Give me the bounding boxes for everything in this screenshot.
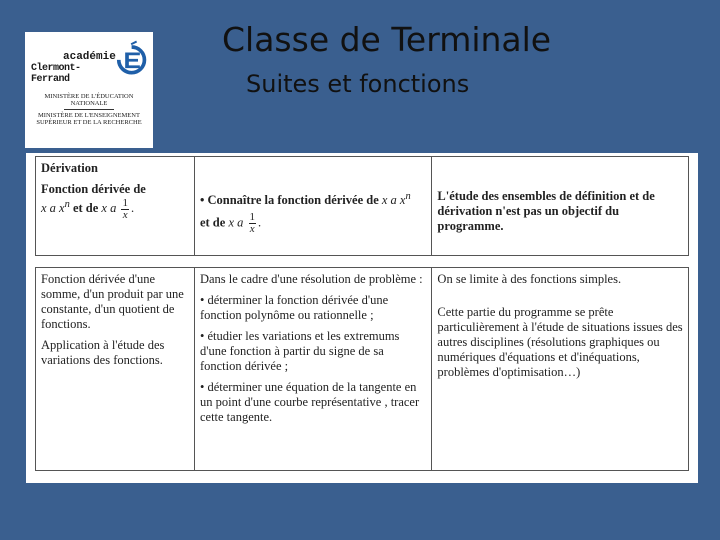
formula-xn: x a $x^n$ xyxy=(41,199,70,216)
section-heading: Dérivation xyxy=(41,161,98,175)
logo-brand-text xyxy=(31,52,116,85)
comment-cell xyxy=(432,157,689,256)
capacity-text-and: et de xyxy=(199,215,229,230)
capacity-text: • Connaître la fonction dérivée de xyxy=(199,193,382,208)
content-cell xyxy=(36,268,195,471)
program-panel xyxy=(26,153,698,483)
comment-text: L'étude des ensembles de définition et de dérivation n'est pas un objectif du programme. xyxy=(437,189,655,233)
comment-text: On se limite à des fonctions simples. xyxy=(437,272,622,286)
logo-divider xyxy=(64,109,114,110)
formula-inverse: x a xyxy=(101,201,117,216)
academy-logo xyxy=(25,32,153,148)
derivation-table xyxy=(35,156,689,256)
capacity-bullet: • étudier les variations et les extremums d'une fonction à partir du signe de sa fonction dérivée ; xyxy=(199,329,400,373)
capacity-cell xyxy=(194,268,431,471)
content-text: Fonction dérivée de xyxy=(41,182,146,196)
logo-line-academie: académie xyxy=(63,51,116,63)
derivative-applications-table xyxy=(35,267,689,471)
ministry-label-2: MINISTÈRE DE L'ENSEIGNEMENT SUPÉRIEUR ET DE LA RECHERCHE xyxy=(36,112,142,126)
content-text-and: et de xyxy=(69,201,102,216)
ministry-label-1: MINISTÈRE DE L'ÉDUCATION NATIONALE xyxy=(44,93,134,107)
comment-cell xyxy=(432,268,689,471)
content-text: Application à l'étude des variations des fonctions. xyxy=(41,338,165,367)
page-title: Classe de Terminale xyxy=(222,20,552,59)
fraction-one-over-x: $\frac{1}{x}$ xyxy=(122,196,128,221)
logo-line-clermont: Clermont-Ferrand xyxy=(31,63,81,85)
capacity-cell: • Connaître la fonction dérivée de x a $x^n$ et de x a $\frac{1}{x}$ . xyxy=(194,157,431,256)
logo-brand xyxy=(31,36,147,85)
capacity-intro: Dans le cadre d'une résolution de problème : xyxy=(199,272,423,286)
formula-xn: x a $x^n$ xyxy=(381,191,411,208)
content-cell: Dérivation Fonction dérivée de x a $x^n$ et de x a $\frac{1}{x}$ . xyxy=(36,157,195,256)
comment-text: Cette partie du programme se prête particulièrement à l'étude de situations issues des autres disciplines (résolutions graphiques ou numériques d'équations et d'inéquations, problèmes d'optimisation…) xyxy=(437,305,683,379)
academy-emblem-icon xyxy=(116,38,147,78)
capacity-bullet: • déterminer la fonction dérivée d'une fonction polynôme ou rationnelle ; xyxy=(199,293,389,322)
formula-inverse: x a xyxy=(228,215,244,230)
capacity-bullet: • déterminer une équation de la tangente en un point d'une courbe représentative , tracer cette tangente. xyxy=(199,380,420,424)
page-subtitle: Suites et fonctions xyxy=(246,70,470,98)
table-row xyxy=(36,157,689,256)
content-text: Fonction dérivée d'une somme, d'un produit par une constante, d'un quotient de fonctions. xyxy=(41,272,184,331)
fraction-one-over-x: $\frac{1}{x}$ xyxy=(249,211,255,236)
table-row xyxy=(36,268,689,471)
